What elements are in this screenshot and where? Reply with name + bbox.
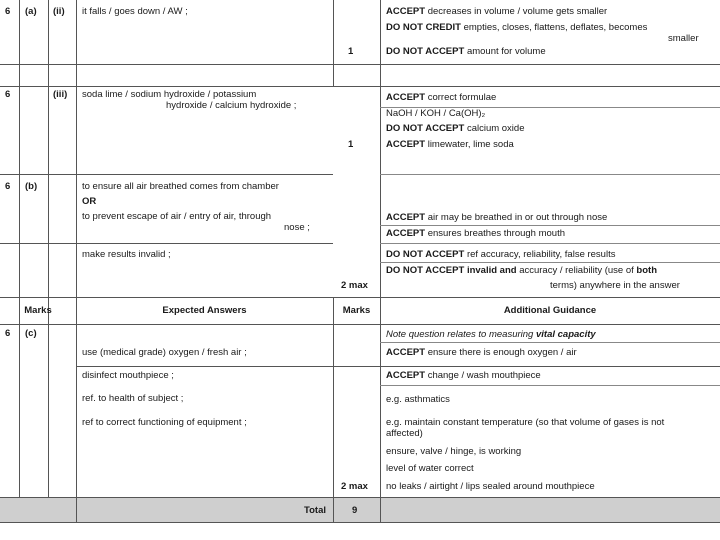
question-number: 6 xyxy=(5,6,11,17)
guidance-line xyxy=(380,342,720,343)
question-part: (a) xyxy=(25,6,37,17)
row-line xyxy=(76,366,720,367)
col-divider-sub xyxy=(76,0,77,522)
expected-answer-cont: nose ; xyxy=(284,222,310,233)
guidance-line-text: ACCEPT change / wash mouthpiece xyxy=(386,370,541,381)
guidance-line-text: e.g. maintain constant temperature (so that volume of gases is not xyxy=(386,417,665,428)
expected-answer-cont: hydroxide / calcium hydroxide ; xyxy=(166,100,297,111)
expected-answer: to ensure all air breathed comes from chamber xyxy=(82,181,279,192)
guidance-line-text: level of water correct xyxy=(386,463,474,474)
guidance-line-text: DO NOT ACCEPT ref accuracy, reliability, false results xyxy=(386,249,616,260)
question-number: 6 xyxy=(5,181,11,192)
header-top-line xyxy=(0,297,720,298)
total-label: Total xyxy=(304,505,326,516)
guidance-line-text: ACCEPT decreases in volume / volume gets smaller xyxy=(386,6,608,17)
guidance-line-text: no leaks / airtight / lips sealed around mouthpiece xyxy=(386,481,595,492)
marks-value: 2 max xyxy=(341,481,368,492)
question-subpart: (ii) xyxy=(53,6,65,17)
guidance-line-text: ensure, valve / hinge, is working xyxy=(386,446,522,457)
row-line xyxy=(0,243,333,244)
expected-answer: to prevent escape of air / entry of air, through xyxy=(82,211,272,222)
question-subpart: (iii) xyxy=(53,89,68,100)
guidance-line-text: DO NOT CREDIT empties, closes, flattens, deflates, becomes xyxy=(386,22,648,33)
guidance-line-text: ACCEPT ensure there is enough oxygen / air xyxy=(386,347,577,358)
expected-answer: disinfect mouthpiece ; xyxy=(82,370,174,381)
guidance-line-text: ACCEPT correct formulae xyxy=(386,92,497,103)
guidance-line-text: DO NOT ACCEPT calcium oxide xyxy=(386,123,525,134)
header-additional-guidance: Additional Guidance xyxy=(503,305,597,316)
guidance-line xyxy=(380,174,720,175)
question-part: (c) xyxy=(25,328,37,339)
answer-or: OR xyxy=(82,196,97,207)
guidance-continuation: affected) xyxy=(386,428,423,439)
guidance-line-text: ACCEPT air may be breathed in or out through nose xyxy=(386,212,608,223)
col-divider-num xyxy=(19,0,20,497)
total-value: 9 xyxy=(352,505,358,516)
header-expected-answers: Expected Answers xyxy=(162,305,247,316)
expected-answer: soda lime / sodium hydroxide / potassium xyxy=(82,89,257,100)
expected-answer: ref. to health of subject ; xyxy=(82,393,184,404)
guidance-continuation: smaller xyxy=(668,33,699,44)
col-divider-answer-bottom xyxy=(333,297,334,522)
expected-answer: make results invalid ; xyxy=(82,249,171,260)
col-divider-answer-top xyxy=(333,0,334,86)
guidance-line xyxy=(380,385,720,386)
expected-answer: it falls / goes down / AW ; xyxy=(82,6,188,17)
guidance-formulae: NaOH / KOH / Ca(OH)₂ xyxy=(386,108,486,119)
col-divider-part xyxy=(48,0,49,497)
question-part: (b) xyxy=(25,181,38,192)
guidance-continuation: terms) anywhere in the answer xyxy=(550,280,680,291)
header-marks: Marks xyxy=(342,305,371,316)
row-line xyxy=(0,64,720,65)
col-divider-marks xyxy=(380,0,381,522)
question-number: 6 xyxy=(5,89,11,100)
question-number: 6 xyxy=(5,328,11,339)
guidance-line-text: ACCEPT limewater, lime soda xyxy=(386,139,514,150)
expected-answer: ref to correct functioning of equipment ; xyxy=(82,417,247,428)
header-bottom-line xyxy=(0,324,720,325)
guidance-line-text: ACCEPT ensures breathes through mouth xyxy=(386,228,566,239)
total-bottom-line xyxy=(0,522,720,523)
row-line xyxy=(0,86,720,87)
total-top-line xyxy=(0,497,720,498)
guidance-line-text: DO NOT ACCEPT invalid and accuracy / reliability (use of both xyxy=(386,265,657,276)
guidance-line xyxy=(380,225,720,226)
guidance-line-text: DO NOT ACCEPT amount for volume xyxy=(386,46,546,57)
guidance-note: Note question relates to measuring vital capacity xyxy=(386,329,596,340)
header-marks-left: Marks xyxy=(24,305,52,316)
marks-value: 1 xyxy=(348,139,354,150)
expected-answer: use (medical grade) oxygen / fresh air ; xyxy=(82,347,247,358)
guidance-line-text: e.g. asthmatics xyxy=(386,394,450,405)
guidance-line xyxy=(380,243,720,244)
marks-value: 1 xyxy=(348,46,354,57)
guidance-line xyxy=(380,262,720,263)
marks-value: 2 max xyxy=(341,280,368,291)
row-line xyxy=(0,174,333,175)
